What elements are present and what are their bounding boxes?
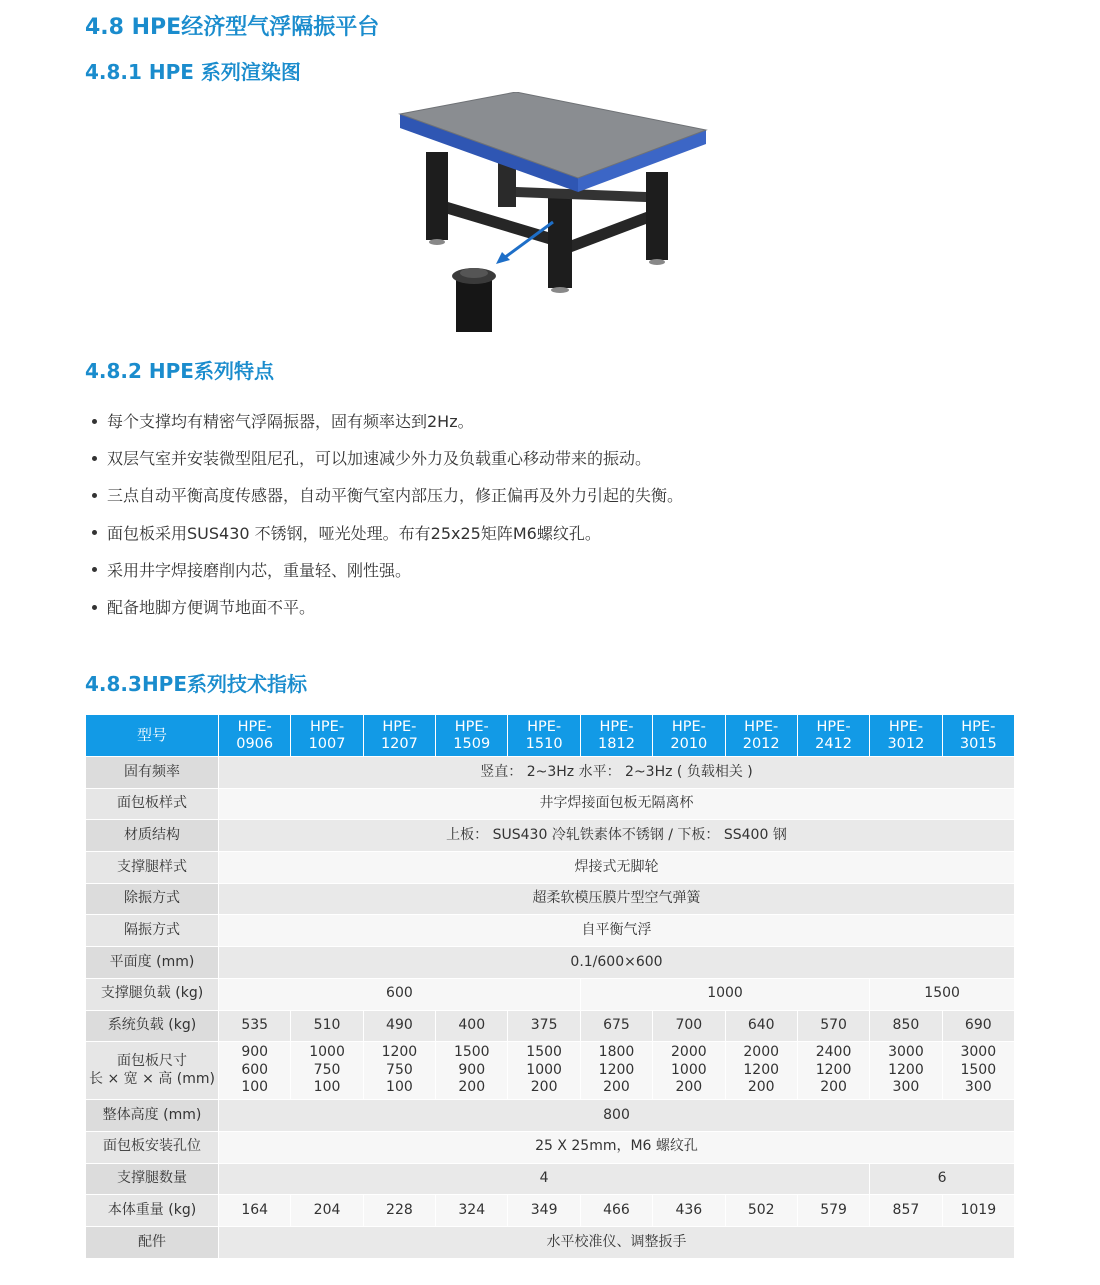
spec-cell <box>219 1131 1015 1163</box>
cell-text: 900 <box>241 1044 269 1061</box>
cell-text: 3012 <box>887 735 925 752</box>
cell-text: 25 X 25mm，M6 螺纹孔 <box>535 1138 698 1155</box>
spec-cell <box>436 1010 508 1042</box>
row-label <box>86 1226 219 1258</box>
feature-text: 采用井字焊接磨削内芯，重量轻、刚性强。 <box>107 560 412 580</box>
feature-item <box>90 515 683 552</box>
header-model-hpe-3015 <box>942 715 1014 757</box>
cell-text: 上板： SUS430 冷轧铁素体不锈钢 / 下板： SS400 钢 <box>446 826 787 843</box>
row-label <box>86 947 219 979</box>
bullet-icon <box>92 493 97 498</box>
spec-body <box>86 757 1015 1259</box>
cell-text: 502 <box>747 1201 775 1218</box>
row-label <box>86 757 219 789</box>
cell-text: 1500 <box>924 985 960 1002</box>
cell-text: 1200 <box>598 1061 635 1078</box>
cell-text: 750 <box>386 1061 413 1078</box>
cell-text: 1500 <box>453 1044 490 1061</box>
cell-text: 300 <box>964 1079 992 1096</box>
row-label <box>86 1131 219 1163</box>
spec-cell <box>580 1195 652 1227</box>
cell-text: 200 <box>458 1079 486 1096</box>
row-label <box>86 1042 219 1100</box>
cell-text: 490 <box>386 1017 413 1034</box>
cell-text: 1007 <box>308 735 346 752</box>
spec-cell <box>653 1195 725 1227</box>
cell-text: 1812 <box>598 735 635 752</box>
feature-item <box>90 477 683 514</box>
header-model-hpe-2412 <box>797 715 869 757</box>
spec-table <box>85 714 1015 1259</box>
row-label <box>86 852 219 884</box>
cell-text: 0.1/600×600 <box>570 953 663 970</box>
header-model-hpe-1509 <box>436 715 508 757</box>
specs-title: 4.8.3HPE系列技术指标 <box>85 672 308 696</box>
cell-text: 300 <box>892 1079 920 1096</box>
cell-text: 1200 <box>381 1044 418 1061</box>
spec-row <box>86 788 1015 820</box>
spec-cell <box>508 1010 580 1042</box>
cell-text: 1000 <box>707 985 743 1002</box>
cell-text: 面包板尺寸 <box>117 1053 187 1070</box>
spec-cell <box>653 1010 725 1042</box>
spec-cell <box>725 1195 797 1227</box>
cell-text: 1500 <box>960 1061 997 1078</box>
header-model-hpe-0906 <box>219 715 291 757</box>
cell-text: HPE- <box>237 718 272 735</box>
cell-text: HPE- <box>382 718 417 735</box>
cell-text: 700 <box>675 1017 703 1034</box>
cell-text: 支撑腿样式 <box>117 858 187 875</box>
feature-text: 三点自动平衡高度传感器，自动平衡气室内部压力，修正偏再及外力引起的失衡。 <box>107 486 684 506</box>
cell-text: 水平校准仪、调整扳手 <box>546 1233 687 1250</box>
spec-cell <box>291 1195 363 1227</box>
cell-text: 2000 <box>743 1044 780 1061</box>
cell-text: 1500 <box>526 1044 562 1061</box>
cell-text: 3000 <box>960 1044 997 1061</box>
cell-text: 436 <box>675 1201 703 1218</box>
cell-text: 535 <box>241 1017 269 1034</box>
spec-cell <box>797 1042 869 1100</box>
feature-item <box>90 440 683 477</box>
spec-cell <box>508 1042 580 1100</box>
cell-text: 3015 <box>959 735 997 752</box>
spec-cell <box>580 1042 652 1100</box>
row-label <box>86 883 219 915</box>
cell-text: 800 <box>603 1106 630 1123</box>
cell-text: 600 <box>241 1061 269 1078</box>
cell-text: 1509 <box>453 735 491 752</box>
cell-text: 100 <box>241 1079 269 1096</box>
spec-row <box>86 1100 1015 1132</box>
spec-row <box>86 915 1015 947</box>
spec-row <box>86 947 1015 979</box>
spec-cell <box>363 1010 435 1042</box>
spec-row <box>86 820 1015 852</box>
spec-cell <box>797 1195 869 1227</box>
cell-text: 1200 <box>888 1061 924 1078</box>
spec-cell <box>219 1226 1015 1258</box>
header-model-hpe-1007 <box>291 715 363 757</box>
section-title: 4.8 HPE经济型气浮隔振平台 <box>85 15 380 40</box>
cell-text: HPE- <box>527 718 562 735</box>
feature-item <box>90 552 683 589</box>
feature-item <box>90 589 683 626</box>
cell-text: 整体高度 (mm) <box>102 1106 202 1123</box>
row-label <box>86 820 219 852</box>
cell-text: 1000 <box>309 1044 345 1061</box>
cell-text: 6 <box>937 1170 947 1187</box>
cell-text: HPE- <box>671 718 706 735</box>
row-label <box>86 1163 219 1195</box>
bullet-icon <box>92 530 97 535</box>
row-label <box>86 978 219 1010</box>
cell-text: 466 <box>603 1201 630 1218</box>
header-model-hpe-3012 <box>870 715 942 757</box>
spec-cell <box>363 1042 435 1100</box>
cell-text: 100 <box>313 1079 341 1096</box>
cell-text: 900 <box>458 1061 486 1078</box>
spec-row <box>86 1010 1015 1042</box>
features-list <box>90 403 683 626</box>
cell-text: 配件 <box>138 1233 166 1250</box>
feature-text: 每个支撑均有精密气浮隔振器，固有频率达到2Hz。 <box>107 412 474 431</box>
cell-text: 1207 <box>380 735 418 752</box>
bullet-icon <box>92 419 97 424</box>
cell-text: 204 <box>313 1201 341 1218</box>
cell-text: 200 <box>530 1079 558 1096</box>
header-model-hpe-1812 <box>580 715 652 757</box>
cell-text: 100 <box>386 1079 413 1096</box>
render-title: 4.8.1 HPE 系列渲染图 <box>85 60 301 84</box>
cell-text: 600 <box>386 985 413 1002</box>
spec-cell <box>725 1042 797 1100</box>
cell-text: 200 <box>603 1079 630 1096</box>
cell-text: 井字焊接面包板无隔离杯 <box>539 795 694 812</box>
cell-text: 1510 <box>525 735 563 752</box>
cell-text: 1000 <box>526 1061 562 1078</box>
cell-text: 2010 <box>670 735 708 752</box>
cell-text: 200 <box>820 1079 847 1096</box>
spec-cell <box>436 1195 508 1227</box>
cell-text: 面包板样式 <box>117 795 187 812</box>
spec-row <box>86 1163 1015 1195</box>
spec-row <box>86 1131 1015 1163</box>
cell-text: 平面度 (mm) <box>109 953 195 970</box>
spec-cell <box>580 978 869 1010</box>
spec-cell <box>870 1042 942 1100</box>
cell-text: 支撑腿数量 <box>117 1170 187 1187</box>
cell-text: HPE- <box>744 718 779 735</box>
cell-text: 510 <box>313 1017 341 1034</box>
spec-cell <box>291 1010 363 1042</box>
spec-cell <box>219 1010 291 1042</box>
feature-text: 面包板采用SUS430 不锈钢，哑光处理。布有25x25矩阵M6螺纹孔。 <box>107 523 601 543</box>
feature-text: 配备地脚方便调节地面不平。 <box>107 598 316 618</box>
cell-text: 材质结构 <box>124 826 180 843</box>
cell-text: 200 <box>675 1079 703 1096</box>
cell-text: 支撑腿负载 (kg) <box>100 985 204 1002</box>
spec-cell <box>219 1195 291 1227</box>
cell-text: 焊接式无脚轮 <box>574 858 659 875</box>
cell-text: 自平衡气浮 <box>581 922 652 939</box>
spec-row <box>86 978 1015 1010</box>
spec-cell <box>219 852 1015 884</box>
cell-text: HPE- <box>599 718 634 735</box>
cell-text: 400 <box>458 1017 486 1034</box>
cell-text: HPE- <box>816 718 851 735</box>
spec-cell <box>219 757 1015 789</box>
cell-text: 850 <box>892 1017 920 1034</box>
spec-cell <box>291 1042 363 1100</box>
spec-cell <box>219 883 1015 915</box>
cell-text: 324 <box>458 1201 486 1218</box>
spec-row <box>86 1226 1015 1258</box>
spec-cell <box>942 1195 1014 1227</box>
row-label <box>86 1100 219 1132</box>
spec-cell <box>653 1042 725 1100</box>
cell-text: 1019 <box>960 1201 997 1218</box>
cell-text: 200 <box>747 1079 775 1096</box>
cell-text: 1000 <box>671 1061 707 1078</box>
bullet-icon <box>92 456 97 461</box>
row-label <box>86 1010 219 1042</box>
cell-text: HPE- <box>310 718 345 735</box>
cell-text: 349 <box>530 1201 558 1218</box>
feature-item <box>90 403 683 440</box>
cell-text: 除振方式 <box>124 890 180 907</box>
cell-text: 超柔软模压膜片型空气弹簧 <box>532 890 701 907</box>
spec-cell <box>219 788 1015 820</box>
spec-cell <box>219 820 1015 852</box>
spec-cell <box>870 1163 1015 1195</box>
spec-row <box>86 757 1015 789</box>
cell-text: 857 <box>892 1201 920 1218</box>
spec-cell <box>797 1010 869 1042</box>
spec-cell <box>508 1195 580 1227</box>
cell-text: 579 <box>820 1201 847 1218</box>
cell-text: 750 <box>313 1061 341 1078</box>
cell-text: 640 <box>747 1017 775 1034</box>
spec-row <box>86 883 1015 915</box>
spec-cell <box>942 1010 1014 1042</box>
spec-cell <box>870 1010 942 1042</box>
spec-cell <box>219 978 581 1010</box>
spec-cell <box>219 1100 1015 1132</box>
cell-text: 690 <box>964 1017 992 1034</box>
spec-row <box>86 1042 1015 1100</box>
spec-cell <box>219 915 1015 947</box>
cell-text: 164 <box>241 1201 269 1218</box>
cell-text: 2000 <box>671 1044 707 1061</box>
row-label <box>86 1195 219 1227</box>
bullet-icon <box>92 605 97 610</box>
spec-cell <box>219 1163 870 1195</box>
spec-header-row <box>86 715 1015 757</box>
cell-text: HPE- <box>961 718 996 735</box>
spec-cell <box>436 1042 508 1100</box>
header-model-label: 型号 <box>86 715 219 757</box>
cell-text: 570 <box>820 1017 847 1034</box>
row-label <box>86 788 219 820</box>
cell-text: 228 <box>386 1201 413 1218</box>
row-label <box>86 915 219 947</box>
spec-row <box>86 1195 1015 1227</box>
cell-text: 2012 <box>742 735 780 752</box>
cell-text: 3000 <box>888 1044 924 1061</box>
feature-text: 双层气室并安装微型阻尼孔，可以加速减少外力及负载重心移动带来的振动。 <box>107 449 652 469</box>
cell-text: HPE- <box>888 718 923 735</box>
spec-row <box>86 852 1015 884</box>
header-model-hpe-2010 <box>653 715 725 757</box>
hpe-table-render-image <box>398 92 708 342</box>
spec-cell <box>219 947 1015 979</box>
cell-text: 面包板安装孔位 <box>103 1138 201 1155</box>
spec-cell <box>870 1195 942 1227</box>
spec-cell <box>580 1010 652 1042</box>
cell-text: 竖直： 2~3Hz 水平： 2~3Hz ( 负载相关 ) <box>480 763 753 780</box>
header-model-hpe-1510 <box>508 715 580 757</box>
cell-text: 本体重量 (kg) <box>107 1201 197 1218</box>
cell-text: 隔振方式 <box>124 922 180 939</box>
cell-text: 4 <box>539 1170 549 1187</box>
cell-text: 系统负载 (kg) <box>107 1017 197 1034</box>
cell-text: 1200 <box>743 1061 780 1078</box>
cell-text: 0906 <box>236 735 274 752</box>
cell-text: 2400 <box>815 1044 852 1061</box>
features-title: 4.8.2 HPE系列特点 <box>85 359 274 383</box>
header-model-hpe-2012 <box>725 715 797 757</box>
bullet-icon <box>92 567 97 572</box>
header-model-hpe-1207 <box>363 715 435 757</box>
spec-cell <box>942 1042 1014 1100</box>
spec-cell <box>219 1042 291 1100</box>
cell-text: 2412 <box>815 735 852 752</box>
cell-text: 375 <box>530 1017 558 1034</box>
spec-cell <box>363 1195 435 1227</box>
cell-text: 675 <box>603 1017 630 1034</box>
cell-text: 1800 <box>598 1044 635 1061</box>
spec-cell <box>870 978 1015 1010</box>
cell-text: HPE- <box>454 718 489 735</box>
cell-text: 长 × 宽 × 高 (mm) <box>89 1070 215 1087</box>
cell-text: 固有频率 <box>124 763 180 780</box>
cell-text: 1200 <box>815 1061 852 1078</box>
spec-cell <box>725 1010 797 1042</box>
